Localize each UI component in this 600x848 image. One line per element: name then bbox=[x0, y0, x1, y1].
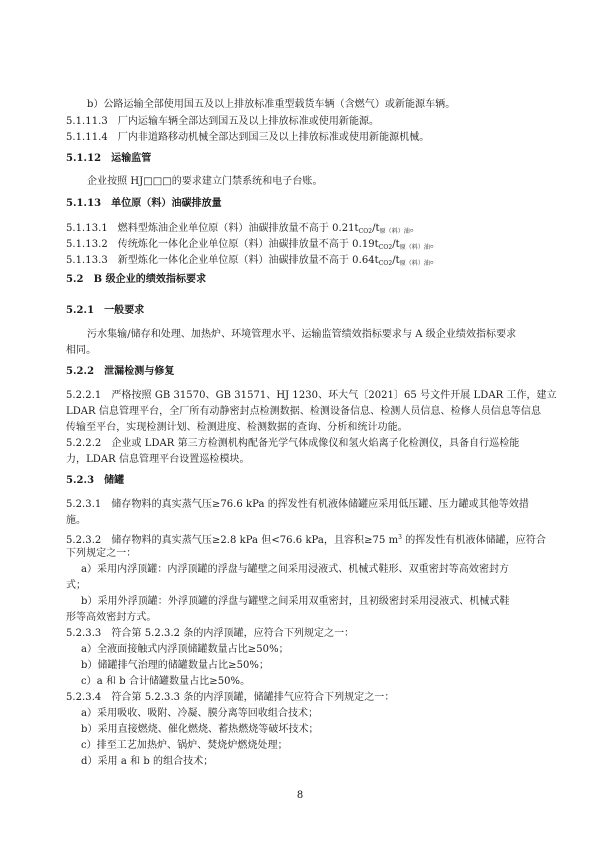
text-line: LDAR 信息管理平台，全厂所有动静密封点检测数据、检测设备信息、检测人员信息、检修人员信息等信息 bbox=[66, 406, 542, 417]
unit-text: /t bbox=[392, 239, 400, 250]
clause-5-1-11-4: 5.1.11.4 厂内非道路移动机械全部达到国三及以上排放标准或使用新能源机械。 bbox=[66, 132, 430, 143]
clause-text: 5.1.13.3 新型炼化一体化企业单位原（料）油碳排放量不高于 0.64t bbox=[66, 255, 379, 266]
text-line: 相同。 bbox=[66, 345, 97, 356]
period: 。 bbox=[429, 239, 441, 250]
list-item: c）a 和 b 合计储罐数量占比≥50%。 bbox=[81, 676, 251, 687]
heading-5-2-1: 5.2.1 一般要求 bbox=[66, 305, 145, 316]
period: 。 bbox=[409, 223, 420, 234]
heading-5-2-3: 5.2.3 储罐 bbox=[66, 475, 125, 486]
unit-text: /t bbox=[392, 255, 400, 266]
clause-text: 的挥发性有机液体储罐，应符合 bbox=[402, 535, 546, 546]
list-item: a）采用内浮顶罐：内浮顶罐的浮盘与罐壁之间采用浸液式、机械式鞋形、双重密封等高效密封方 bbox=[81, 564, 510, 575]
subscript: CO2 bbox=[378, 244, 393, 251]
superscript: 3 bbox=[398, 534, 402, 541]
subscript: 原（料）油 bbox=[399, 260, 430, 267]
list-item: c）排至工艺加热炉、锅炉、焚烧炉燃烧处理； bbox=[81, 740, 288, 751]
page-number: 8 bbox=[296, 790, 304, 801]
text-line: 形等高效密封方式。 bbox=[66, 612, 157, 623]
text-line: 传输至平台，实现检测计划、检测进度、检测数据的查询、分析和统计功能。 bbox=[66, 422, 408, 433]
text-line: b）公路运输全部使用国五及以上排放标准重型载货车辆（含燃气）或新能源车辆。 bbox=[87, 99, 456, 110]
text-line: 力，LDAR 信息管理平台设置巡检模块。 bbox=[66, 454, 250, 465]
subscript: CO2 bbox=[378, 260, 393, 267]
clause-5-2-2-1: 5.2.2.1 严格按照 GB 31570、GB 31571、HJ 1230、环大气〔2021〕65 号文件开展 LDAR 工作，建立 bbox=[66, 390, 557, 401]
heading-5-1-12: 5.1.12 运输监管 bbox=[66, 153, 152, 164]
list-item: a）采用吸收、吸附、冷凝、膜分离等回收组合技术； bbox=[81, 708, 319, 719]
text-line: 企业按照 HJ□□□的要求建立门禁系统和电子台账。 bbox=[87, 176, 323, 187]
list-item: b）采用外浮顶罐：外浮顶罐的浮盘与罐壁之间采用双重密封，且初级密封采用浸液式、机械式鞋 bbox=[81, 596, 510, 607]
clause-text: 5.1.13.2 传统炼化一体化企业单位原（料）油碳排放量不高于 0.19t bbox=[66, 239, 379, 250]
clause-5-2-3-2 bbox=[66, 531, 550, 548]
heading-5-2: 5.2 B 级企业的绩效指标要求 bbox=[66, 274, 207, 285]
subscript: 原（料）油 bbox=[399, 244, 430, 251]
clause-text: 5.2.3.2 储存物料的真实蒸气压≥2.8 kPa 但<76.6 kPa，且容积≥75 m bbox=[66, 535, 399, 546]
clause-5-2-3-4: 5.2.3.4 符合第 5.2.3.3 条的内浮顶罐，储罐排气应符合下列规定之一： bbox=[66, 692, 395, 703]
text-line: 污水集输/储存和处理、加热炉、环境管理水平、运输监管绩效指标要求与 A 级企业绩效指标要求 bbox=[87, 329, 517, 340]
clause-5-1-13-3 bbox=[66, 254, 550, 271]
list-item: d）采用 a 和 b 的组合技术； bbox=[81, 756, 214, 767]
clause-5-1-13-1 bbox=[66, 222, 550, 239]
list-item: b）储罐排气治理的储罐数量占比≥50%； bbox=[81, 660, 270, 671]
list-item: b）采用直接燃烧、催化燃烧、蓄热燃烧等破坏技术； bbox=[81, 724, 319, 735]
list-item: a）全液面接触式内浮顶储罐数量占比≥50%； bbox=[81, 644, 289, 655]
clause-5-2-2-2: 5.2.2.2 企业或 LDAR 第三方检测机构配备光学气体成像仪和氢火焰离子化检测仪，具备自行巡检能 bbox=[66, 438, 520, 449]
heading-5-1-13: 5.1.13 单位原（料）油碳排放量 bbox=[66, 198, 222, 209]
clause-5-2-3-1: 5.2.3.1 储存物料的真实蒸气压≥76.6 kPa 的挥发性有机液体储罐应采用低压罐、压力罐或其他等效措 bbox=[66, 499, 529, 510]
subscript: 原（料）油 bbox=[379, 228, 410, 235]
clause-5-2-3-3: 5.2.3.3 符合第 5.2.3.2 条的内浮顶罐，应符合下列规定之一： bbox=[66, 628, 355, 639]
clause-text: 5.1.13.1 燃料型炼油企业单位原（料）油碳排放量不高于 0.21t bbox=[66, 223, 359, 234]
clause-5-1-13-2 bbox=[66, 238, 550, 255]
text-line: 下列规定之一： bbox=[66, 548, 137, 559]
period: 。 bbox=[429, 255, 441, 266]
unit-text: /t bbox=[372, 223, 380, 234]
heading-5-2-2: 5.2.2 泄漏检测与修复 bbox=[66, 366, 175, 377]
subscript: CO2 bbox=[358, 228, 373, 235]
text-line: 式； bbox=[66, 580, 87, 591]
clause-5-1-11-3: 5.1.11.3 厂内运输车辆全部达到国五及以上排放标准或使用新能源。 bbox=[66, 116, 380, 127]
text-line: 施。 bbox=[66, 515, 87, 526]
